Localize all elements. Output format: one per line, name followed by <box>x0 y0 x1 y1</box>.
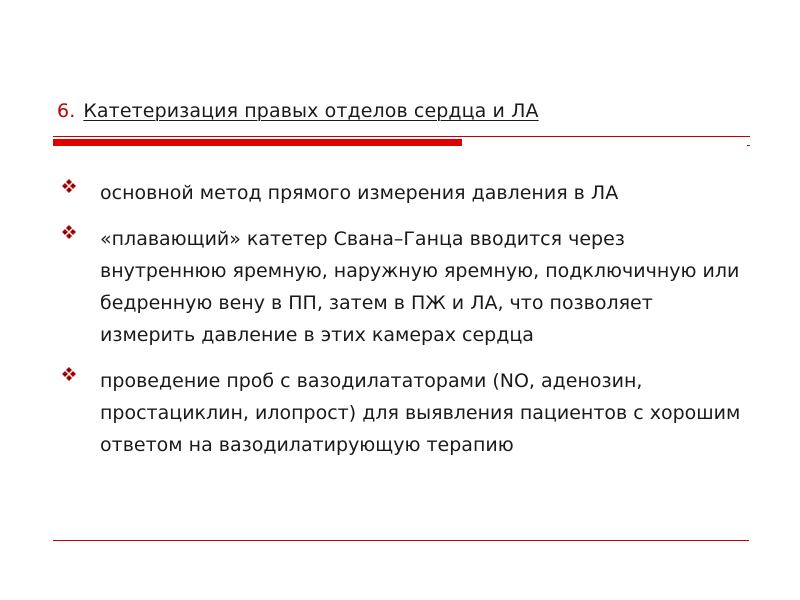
diamond-bullet-icon <box>60 177 78 195</box>
slide-title-number: 6. <box>57 100 76 122</box>
title-underline-rule <box>53 136 750 137</box>
title-rule-end-mark <box>747 145 750 146</box>
bullet-text: проведение проб с вазодилататорами (NO, аденозин, простациклин, илопрост) для выявления пациентов с хорошим ответом на вазодилатирующую терапию <box>100 370 741 456</box>
title-accent-bar <box>53 139 462 146</box>
footer-rule <box>53 540 749 541</box>
bullet-item <box>60 365 750 461</box>
bullet-text: «плавающий» катетер Свана–Ганца вводится через внутреннюю яремную, наружную яремную, подключичную или бедренную вену в ПП, затем в ПЖ и ЛА, что позволяет измерить давление в этих камерах сердца <box>100 228 740 346</box>
diamond-bullet-icon <box>60 365 78 383</box>
bullet-text: основной метод прямого измерения давления в ЛА <box>100 182 619 204</box>
slide-title <box>57 98 539 124</box>
bullet-list <box>60 177 750 475</box>
slide-title-text: Катетеризация правых отделов сердца и ЛА <box>83 100 539 122</box>
diamond-bullet-icon <box>60 223 78 241</box>
bullet-item <box>60 223 750 351</box>
bullet-item <box>60 177 750 209</box>
